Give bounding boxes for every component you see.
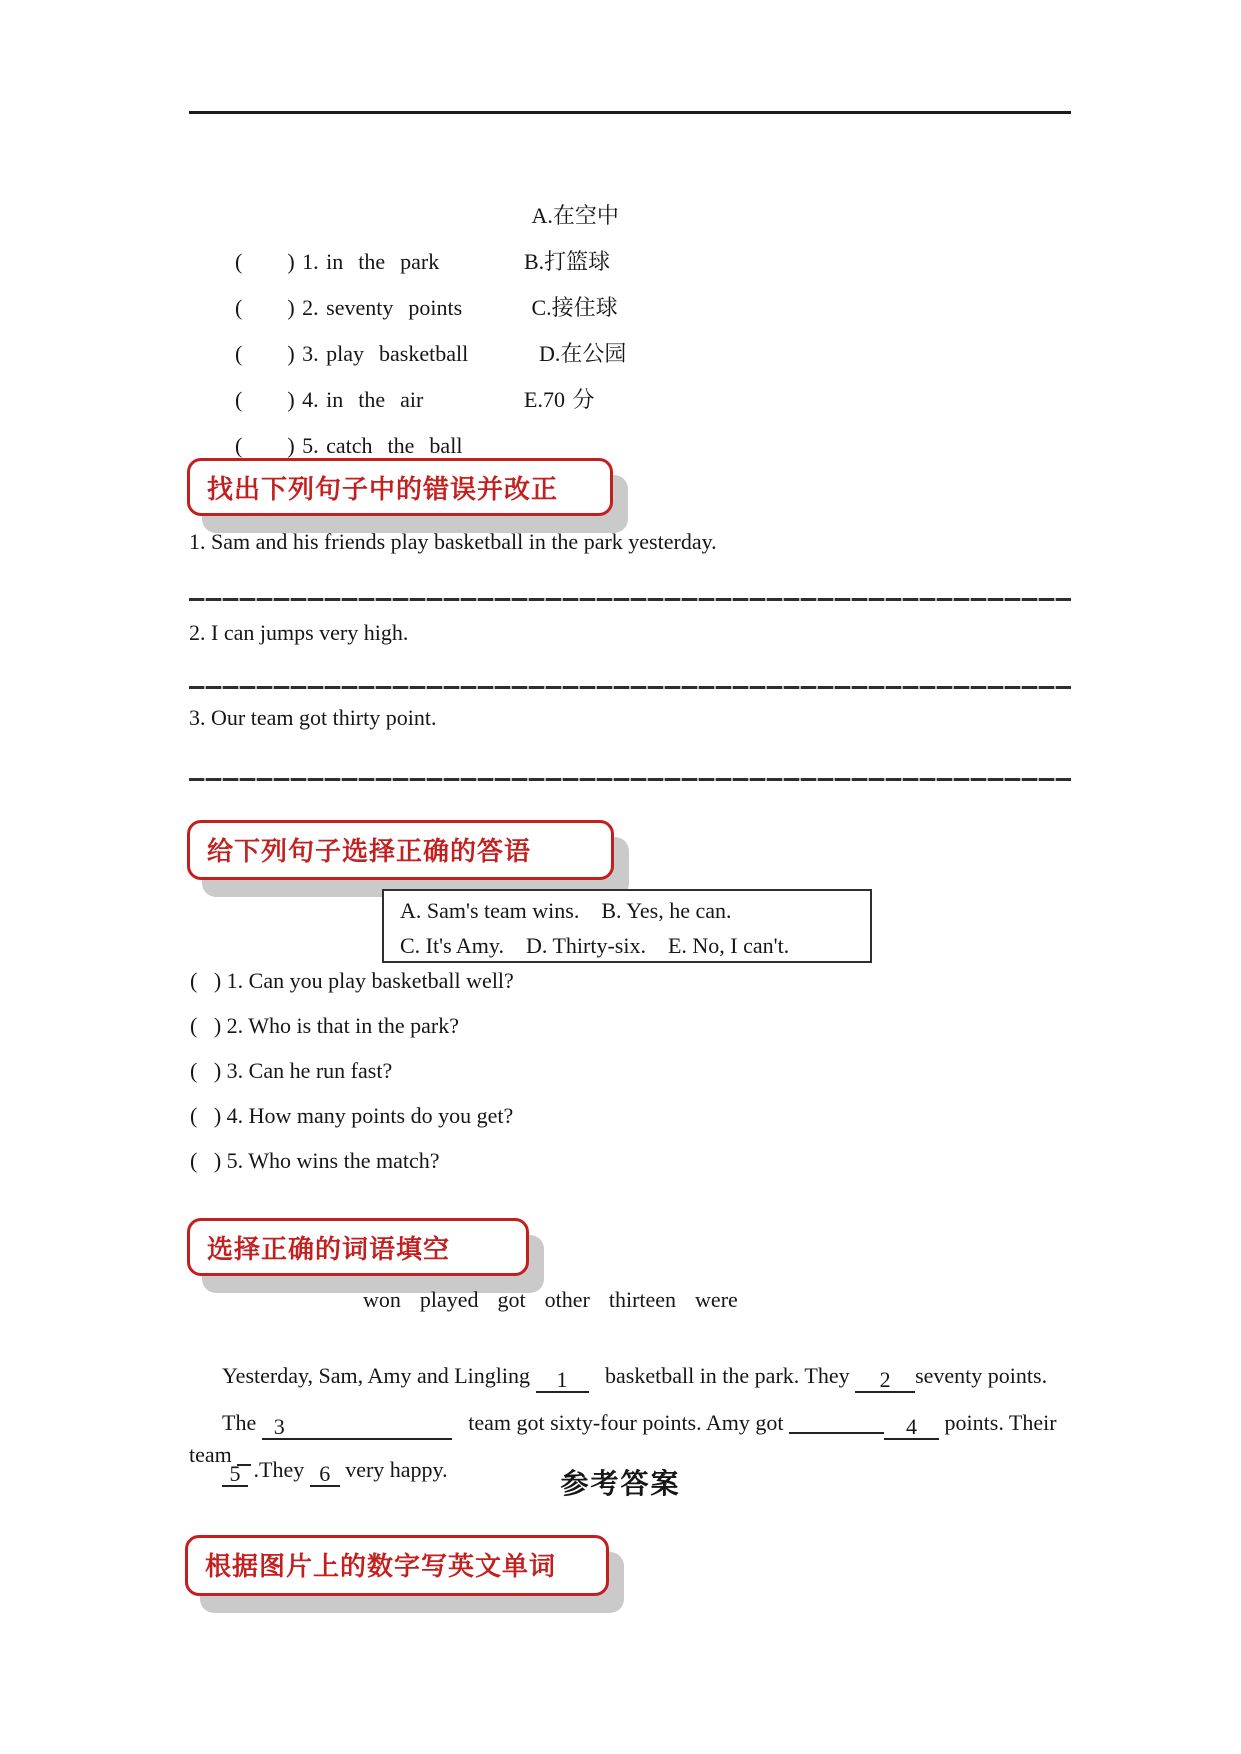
error-sentence-1: 1. Sam and his friends play basketball in the park yesterday. <box>189 529 717 554</box>
section-title-find-errors: 找出下列句子中的错误并改正 <box>207 474 559 504</box>
para-text: points. Their team <box>189 1410 1063 1467</box>
question-1: ( ) 1. Can you play basketball well? <box>190 968 514 993</box>
section-box-write-numbers <box>185 1535 609 1596</box>
matching-left: ( ) 4. in the air <box>235 387 424 412</box>
top-rule-divider <box>189 111 1071 114</box>
para-text: seventy points. <box>915 1363 1048 1388</box>
matching-right: E.70 分 <box>524 387 595 412</box>
question-4: ( ) 4. How many points do you get? <box>190 1103 514 1128</box>
matching-row <box>190 377 1080 458</box>
matching-left: ( ) 5. catch the ball <box>235 433 463 458</box>
matching-exercise <box>190 193 1080 458</box>
response-options-box <box>382 889 872 963</box>
error-sentence-2: 2. I can jumps very high. <box>189 620 409 645</box>
response-questions <box>190 958 1080 1183</box>
matching-right: A.在空中 <box>524 203 619 228</box>
options-line-2: C. It's Amy. D. Thirty-six. E. No, I can't. <box>400 933 790 958</box>
blank-6: 6 <box>310 1461 340 1487</box>
blank-1: 1 <box>536 1367 589 1393</box>
section-title-choose-response: 给下列句子选择正确的答语 <box>207 836 532 866</box>
matching-right: C.接住球 <box>524 295 618 320</box>
para-text: basketball in the park. They <box>588 1363 856 1388</box>
para-text: .They <box>248 1457 310 1482</box>
matching-left: ( ) 2. seventy points <box>235 295 463 320</box>
fill-paragraph-line-1 <box>189 1331 1084 1392</box>
answer-line-1 <box>189 598 1071 601</box>
question-2: ( ) 2. Who is that in the park? <box>190 1013 460 1038</box>
blank-4: 4 <box>884 1414 939 1440</box>
question-3: ( ) 3. Can he run fast? <box>190 1058 393 1083</box>
section-box-choose-response <box>187 820 614 880</box>
para-text: The <box>222 1410 262 1435</box>
answer-line-3 <box>189 778 1071 781</box>
error-sentence-3: 3. Our team got thirty point. <box>189 705 437 730</box>
blank-3: 3 <box>262 1414 452 1440</box>
section-box-find-errors <box>187 458 613 516</box>
matching-right: D.在公园 <box>524 341 627 366</box>
answer-line-2 <box>189 686 1071 689</box>
blank-5: 5 <box>222 1461 248 1487</box>
blank-4-lead <box>789 1408 884 1434</box>
options-line-1: A. Sam's team wins. B. Yes, he can. <box>400 898 732 923</box>
matching-right: B.打篮球 <box>524 249 611 274</box>
para-text: very happy. <box>339 1457 448 1482</box>
reference-answers-heading: 参考答案 <box>560 1469 681 1500</box>
section-box-fill-words <box>187 1218 529 1276</box>
para-text: Yesterday, Sam, Amy and Lingling <box>222 1363 536 1388</box>
blank-2: 2 <box>855 1367 915 1393</box>
word-bank: won played got other thirteen were <box>363 1287 738 1312</box>
section-title-write-numbers: 根据图片上的数字写英文单词 <box>205 1551 557 1581</box>
section-title-fill-words: 选择正确的词语填空 <box>207 1234 451 1264</box>
question-5: ( ) 5. Who wins the match? <box>190 1148 440 1173</box>
para-text: team got sixty-four points. Amy got <box>451 1410 790 1435</box>
matching-left: ( ) 1. in the park <box>235 249 440 274</box>
matching-left: ( ) 3. play basketball <box>235 341 469 366</box>
